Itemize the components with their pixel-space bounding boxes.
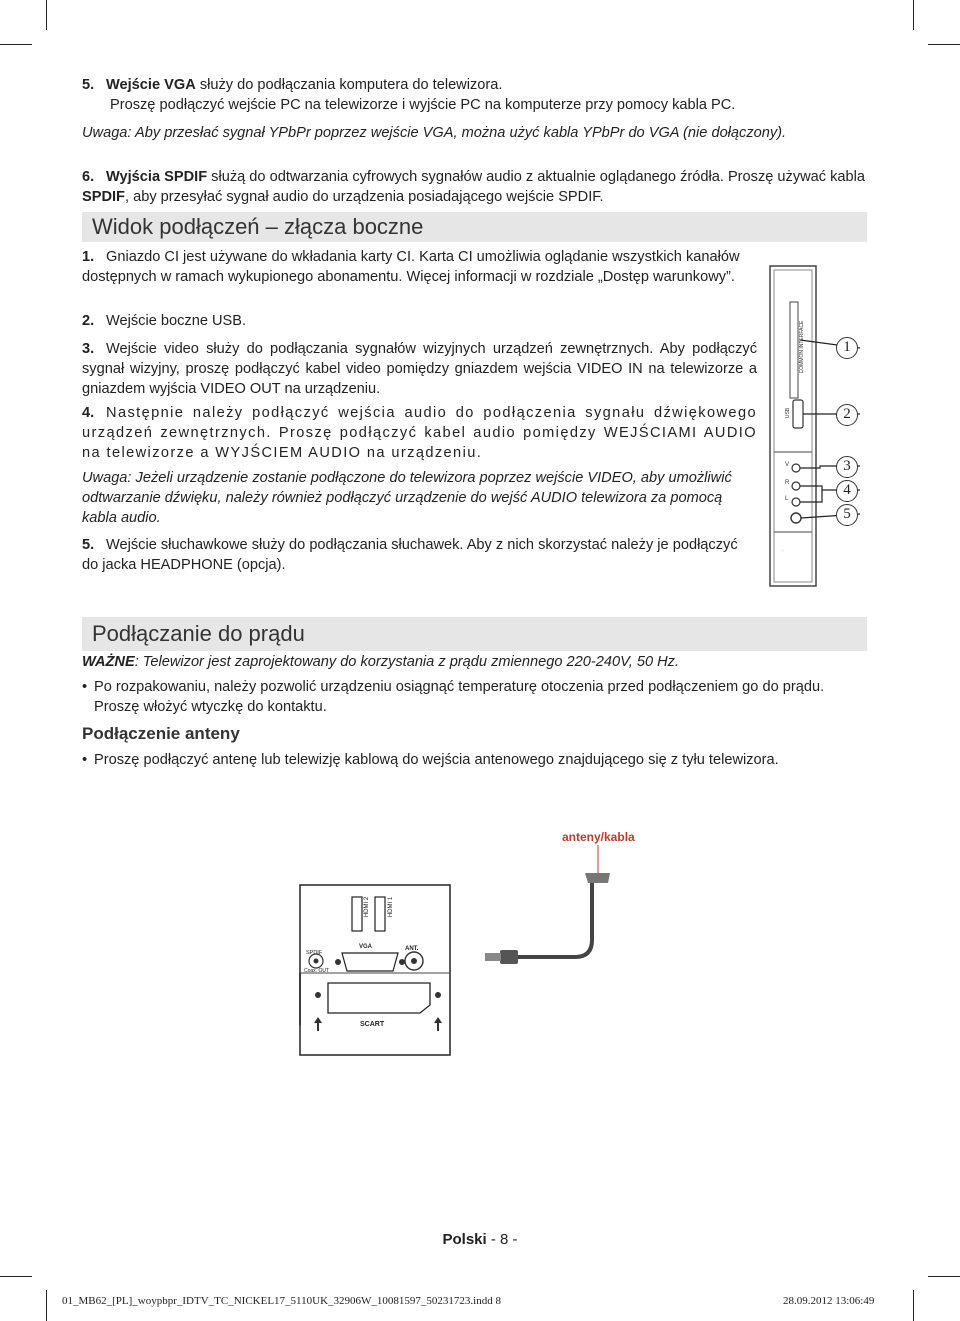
item-number: 2.	[82, 313, 95, 329]
vga-text: służy do podłączania komputera do telewizora.	[195, 77, 503, 93]
important-label: WAŻNE	[82, 654, 135, 670]
footer-page-number: - 8 -	[486, 1231, 518, 1248]
footer-date: 28.09.2012 13:06:49	[783, 1295, 875, 1307]
vga-line2: Proszę podłączyć wejście PC na telewizorze i wyjście PC na komputerze przy pomocy kabla PC.	[110, 97, 736, 113]
rear-panel-diagram	[290, 845, 660, 1060]
item-number: 3.	[82, 341, 95, 357]
svg-text:◦: ◦	[782, 548, 784, 553]
coax-label: Coax. OUT	[304, 968, 330, 974]
spdif-label: SPDIF	[306, 950, 323, 956]
spdif-bold: SPDIF	[82, 189, 125, 205]
antenna-cable-label: anteny/kabla	[562, 830, 635, 844]
jack-label-v: V	[785, 462, 790, 468]
vga-note: Uwaga: Aby przesłać sygnał YPbPr poprzez wejście VGA, można użyć kabla YPbPr do VGA (nie dołączony).	[82, 125, 787, 141]
jack-label-l: L	[785, 496, 789, 502]
crop-mark	[928, 1276, 960, 1277]
side-item-5	[82, 535, 757, 575]
vga-paragraph	[82, 75, 867, 115]
callout-2: 2	[836, 404, 858, 426]
side-item-5-text: Wejście słuchawkowe służy do podłączania słuchawek. Aby z nich skorzystać należy je podłączyć do jacka HEADPHONE (opcja).	[82, 537, 738, 573]
item-number: 5.	[82, 77, 95, 93]
item-number: 4.	[82, 405, 95, 421]
side-item-3	[82, 339, 757, 399]
side-item-1-text: Gniazdo CI jest używane do wkładania karty CI. Karta CI umożliwia oglądanie wszystkich kanałów dostępnych w ramach wykupionego abonamentu. Więcej informacji w rozdziale „Dostęp warunkowy”.	[82, 249, 740, 285]
vga-label: VGA	[359, 944, 373, 950]
side-item-2	[82, 311, 757, 331]
crop-mark	[928, 44, 960, 45]
antenna-section-title: Podłączenie anteny	[82, 724, 240, 743]
side-note: Uwaga: Jeżeli urządzenie zostanie podłączone do telewizora poprzez wejście VIDEO, aby umożliwić odtwarzanie dźwięku, należy również podłączyć urządzenie do wejść AUDIO telewizora za pomocą kabla audio.	[82, 470, 732, 526]
spdif-heading: Wyjścia SPDIF	[106, 169, 208, 185]
ant-label: ANT.	[405, 946, 419, 952]
side-item-1	[82, 247, 757, 287]
footer-file-name: 01_MB62_[PL]_woypbpr_IDTV_TC_NICKEL17_5110UK_32906W_10081597_50231723.indd 8	[62, 1295, 501, 1307]
item-number: 5.	[82, 537, 95, 553]
crop-mark	[913, 1290, 914, 1321]
crop-mark	[913, 0, 914, 30]
callout-5: 5	[836, 504, 858, 526]
important-text: : Telewizor jest zaprojektowany do korzystania z prądu zmiennego 220-240V, 50 Hz.	[134, 654, 680, 670]
bullet-mark: •	[82, 679, 88, 695]
antenna-bullet-text: Proszę podłączyć antenę lub telewizję kablową do wejścia antenowego znajdującego się z tyłu telewizora.	[94, 752, 779, 768]
crop-mark	[0, 44, 32, 45]
item-number: 6.	[82, 169, 95, 185]
side-item-3-text: Wejście video służy do podłączania sygnałów wizyjnych urządzeń zewnętrznych. Aby podłączyć sygnał wizyjny, proszę podłączyć kabel video pomiędzy gniazdem wejścia VIDEO IN na telewizorze a gniazdem wyjścia VIDEO OUT na urządzeniu.	[82, 341, 757, 397]
bullet-mark: •	[82, 752, 88, 768]
side-item-2-text: Wejście boczne USB.	[106, 313, 247, 329]
side-item-4	[82, 403, 757, 463]
scart-label: SCART	[360, 1021, 385, 1028]
power-section-title: Podłączanie do prądu	[82, 617, 867, 651]
spdif-paragraph	[82, 167, 867, 207]
power-bullet	[82, 677, 867, 717]
callout-3: 3	[836, 456, 858, 478]
spdif-text2: , aby przesyłać sygnał audio do urządzenia posiadającego wejście SPDIF.	[124, 189, 604, 205]
crop-mark	[46, 1290, 47, 1321]
callout-4: 4	[836, 480, 858, 502]
callout-1: 1	[836, 337, 858, 359]
spdif-text1: służą do odtwarzania cyfrowych sygnałów audio z aktualnie oglądanego źródła. Proszę używać kabla	[207, 169, 866, 185]
side-item-4-text: Następnie należy podłączyć wejścia audio do podłączenia sygnału dźwiękowego urządzeń zewnętrznych. Proszę podłączyć kabel audio pomiędzy WEJŚCIAMI AUDIO na telewizorze a WYJŚCIEM AUDIO na urządzeniu.	[82, 405, 757, 461]
vga-heading: Wejście VGA	[106, 77, 196, 93]
usb-label: USB	[785, 407, 791, 419]
crop-mark	[0, 1276, 32, 1277]
page-footer	[0, 1231, 960, 1248]
hdmi2-label: HDMI 2	[364, 896, 370, 918]
antenna-bullet	[82, 750, 867, 770]
hdmi1-label: HDMI 1	[388, 896, 394, 918]
jack-label-r: R	[785, 480, 790, 486]
side-panel-diagram	[760, 262, 860, 592]
side-section-title: Widok podłączeń – złącza boczne	[82, 212, 867, 242]
important-note	[82, 652, 867, 672]
footer-language: Polski	[442, 1231, 487, 1248]
ci-label: COMMON INTERFACE	[799, 320, 805, 374]
power-bullet-text: Po rozpakowaniu, należy pozwolić urządzeniu osiągnąć temperaturę otoczenia przed podłączeniem go do prądu. Proszę włożyć wtyczkę do kontaktu.	[94, 679, 825, 715]
item-number: 1.	[82, 249, 95, 265]
crop-mark	[46, 0, 47, 30]
